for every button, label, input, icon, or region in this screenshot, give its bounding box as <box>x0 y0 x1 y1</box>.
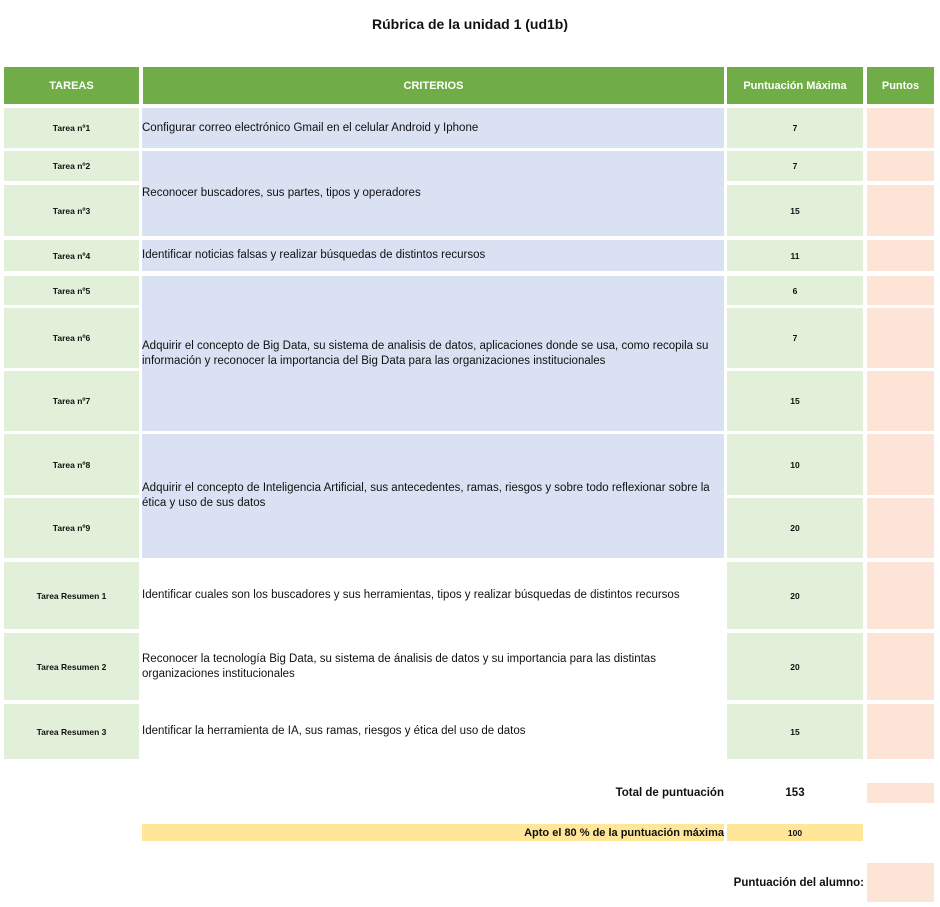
criteria-text: Reconocer buscadores, sus partes, tipos y operadores <box>142 187 421 199</box>
task-cell: Tarea nº2 <box>4 151 139 181</box>
points-input-cell[interactable] <box>867 562 934 629</box>
criteria-text: Reconocer la tecnología Big Data, su sistema de ánalisis de datos y su importancia para las distintas organizaciones institucionales <box>142 652 656 680</box>
points-input-cell[interactable] <box>867 633 934 700</box>
criteria-cell <box>142 240 724 271</box>
criteria-cell <box>142 434 724 558</box>
criteria-text: Identificar cuales son los buscadores y sus herramientas, tipos y realizar búsquedas de distintos recursos <box>142 589 680 601</box>
total-value: 153 <box>785 787 805 799</box>
page-title: Rúbrica de la unidad 1 (ud1b) <box>371 16 569 32</box>
max-score-cell: 10 <box>727 434 863 495</box>
max-score-cell: 20 <box>727 562 863 629</box>
total-points-cell[interactable] <box>867 783 934 803</box>
header-tareas: TAREAS <box>4 67 139 104</box>
task-cell: Tarea Resumen 2 <box>4 633 139 700</box>
max-score-cell: 20 <box>727 498 863 558</box>
criteria-text: Identificar noticias falsas y realizar búsquedas de distintos recursos <box>142 249 486 261</box>
student-score-cell[interactable] <box>867 863 934 902</box>
task-cell: Tarea nº7 <box>4 371 139 431</box>
points-input-cell[interactable] <box>867 276 934 305</box>
criteria-cell <box>142 704 724 759</box>
criteria-cell <box>142 276 724 431</box>
task-cell: Tarea Resumen 3 <box>4 704 139 759</box>
points-input-cell[interactable] <box>867 434 934 495</box>
task-cell: Tarea nº9 <box>4 498 139 558</box>
max-score-cell: 6 <box>727 276 863 305</box>
criteria-cell <box>142 151 724 236</box>
criteria-cell <box>142 108 724 148</box>
task-cell: Tarea nº5 <box>4 276 139 305</box>
task-cell: Tarea nº8 <box>4 434 139 495</box>
criteria-cell <box>142 633 724 700</box>
points-input-cell[interactable] <box>867 704 934 759</box>
criteria-cell <box>142 562 724 629</box>
task-cell: Tarea nº1 <box>4 108 139 148</box>
max-score-cell: 20 <box>727 633 863 700</box>
max-score-cell: 15 <box>727 185 863 236</box>
apto-label: Apto el 80 % de la puntuación máxima <box>142 824 724 841</box>
student-score-label: Puntuación del alumno: <box>733 877 864 889</box>
task-cell: Tarea Resumen 1 <box>4 562 139 629</box>
points-input-cell[interactable] <box>867 240 934 271</box>
criteria-text: Adquirir el concepto de Big Data, su sistema de analisis de datos, aplicaciones donde se usa, como recopila su información y reconocer la importancia del Big Data para las organizaciones institucionales <box>142 339 709 367</box>
task-cell: Tarea nº3 <box>4 185 139 236</box>
points-input-cell[interactable] <box>867 185 934 236</box>
criteria-text: Identificar la herramienta de IA, sus ramas, riesgos y ética del uso de datos <box>142 725 526 737</box>
points-input-cell[interactable] <box>867 151 934 181</box>
header-puntuacion-maxima: Puntuación Máxima <box>727 67 863 104</box>
total-label: Total de puntuación <box>615 787 724 799</box>
max-score-cell: 11 <box>727 240 863 271</box>
points-input-cell[interactable] <box>867 308 934 368</box>
max-score-cell: 7 <box>727 108 863 148</box>
apto-value: 100 <box>727 824 863 841</box>
points-input-cell[interactable] <box>867 498 934 558</box>
max-score-cell: 15 <box>727 371 863 431</box>
max-score-cell: 7 <box>727 308 863 368</box>
header-puntos: Puntos <box>867 67 934 104</box>
points-input-cell[interactable] <box>867 371 934 431</box>
task-cell: Tarea nº6 <box>4 308 139 368</box>
points-input-cell[interactable] <box>867 108 934 148</box>
max-score-cell: 7 <box>727 151 863 181</box>
task-cell: Tarea nº4 <box>4 240 139 271</box>
criteria-text: Adquirir el concepto de Inteligencia Artificial, sus antecedentes, ramas, riesgos y sobre todo reflexionar sobre la ética y uso de sus datos <box>142 482 710 509</box>
header-criterios: CRITERIOS <box>143 67 724 104</box>
max-score-cell: 15 <box>727 704 863 759</box>
criteria-text: Configurar correo electrónico Gmail en el celular Android y Iphone <box>142 121 479 134</box>
